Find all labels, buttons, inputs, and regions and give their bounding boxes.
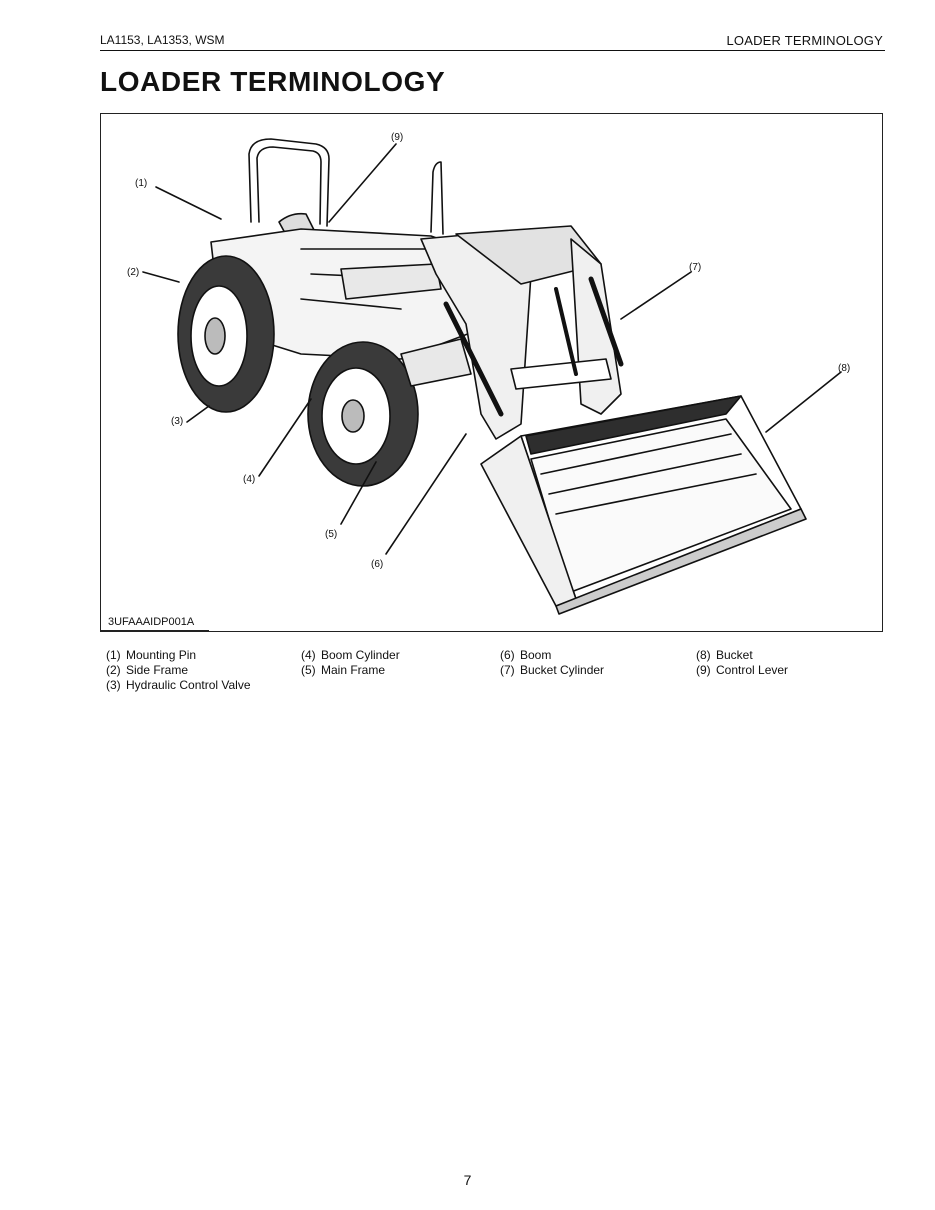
header-model: LA1153, LA1353, WSM	[100, 33, 225, 47]
callout-8: (8)	[838, 363, 851, 374]
legend-label: Hydraulic Control Valve	[126, 678, 251, 692]
legend-label: Boom Cylinder	[321, 648, 400, 662]
callout-3: (3)	[171, 416, 184, 427]
callout-5: (5)	[325, 529, 338, 540]
legend-item: (9) Control Lever	[696, 663, 789, 677]
header-divider	[100, 50, 885, 51]
legend-label: Control Lever	[716, 663, 789, 677]
page-title: LOADER TERMINOLOGY	[100, 66, 446, 97]
legend-label: Side Frame	[126, 663, 189, 677]
legend-label: Mounting Pin	[126, 648, 197, 662]
legend-item: (2) Side Frame	[106, 663, 189, 677]
page-number: 7	[463, 1172, 472, 1188]
legend-item: (4) Boom Cylinder	[301, 648, 400, 662]
callout-7: (7)	[689, 262, 702, 273]
legend-item: (3) Hydraulic Control Valve	[106, 678, 251, 692]
figure-code: 3UFAAAIDP001A	[108, 616, 195, 628]
legend-item: (6) Boom	[500, 648, 552, 662]
legend-label: Bucket	[716, 648, 753, 662]
legend-item: (8) Bucket	[696, 648, 753, 662]
callout-4: (4)	[243, 474, 256, 485]
callout-1: (1)	[135, 178, 148, 189]
legend-item: (1) Mounting Pin	[106, 648, 197, 662]
tractor-loader-illustration	[101, 114, 884, 633]
legend-label: Boom	[520, 648, 552, 662]
legend-item: (5) Main Frame	[301, 663, 386, 677]
legend-label: Bucket Cylinder	[520, 663, 605, 677]
callout-6: (6)	[371, 559, 384, 570]
figure-frame	[100, 113, 883, 632]
callout-9: (9)	[391, 132, 404, 143]
callout-2: (2)	[127, 267, 140, 278]
legend-label: Main Frame	[321, 663, 386, 677]
figure-code-rule	[101, 630, 209, 631]
header-section: LOADER TERMINOLOGY	[726, 33, 883, 48]
legend-item: (7) Bucket Cylinder	[500, 663, 605, 677]
